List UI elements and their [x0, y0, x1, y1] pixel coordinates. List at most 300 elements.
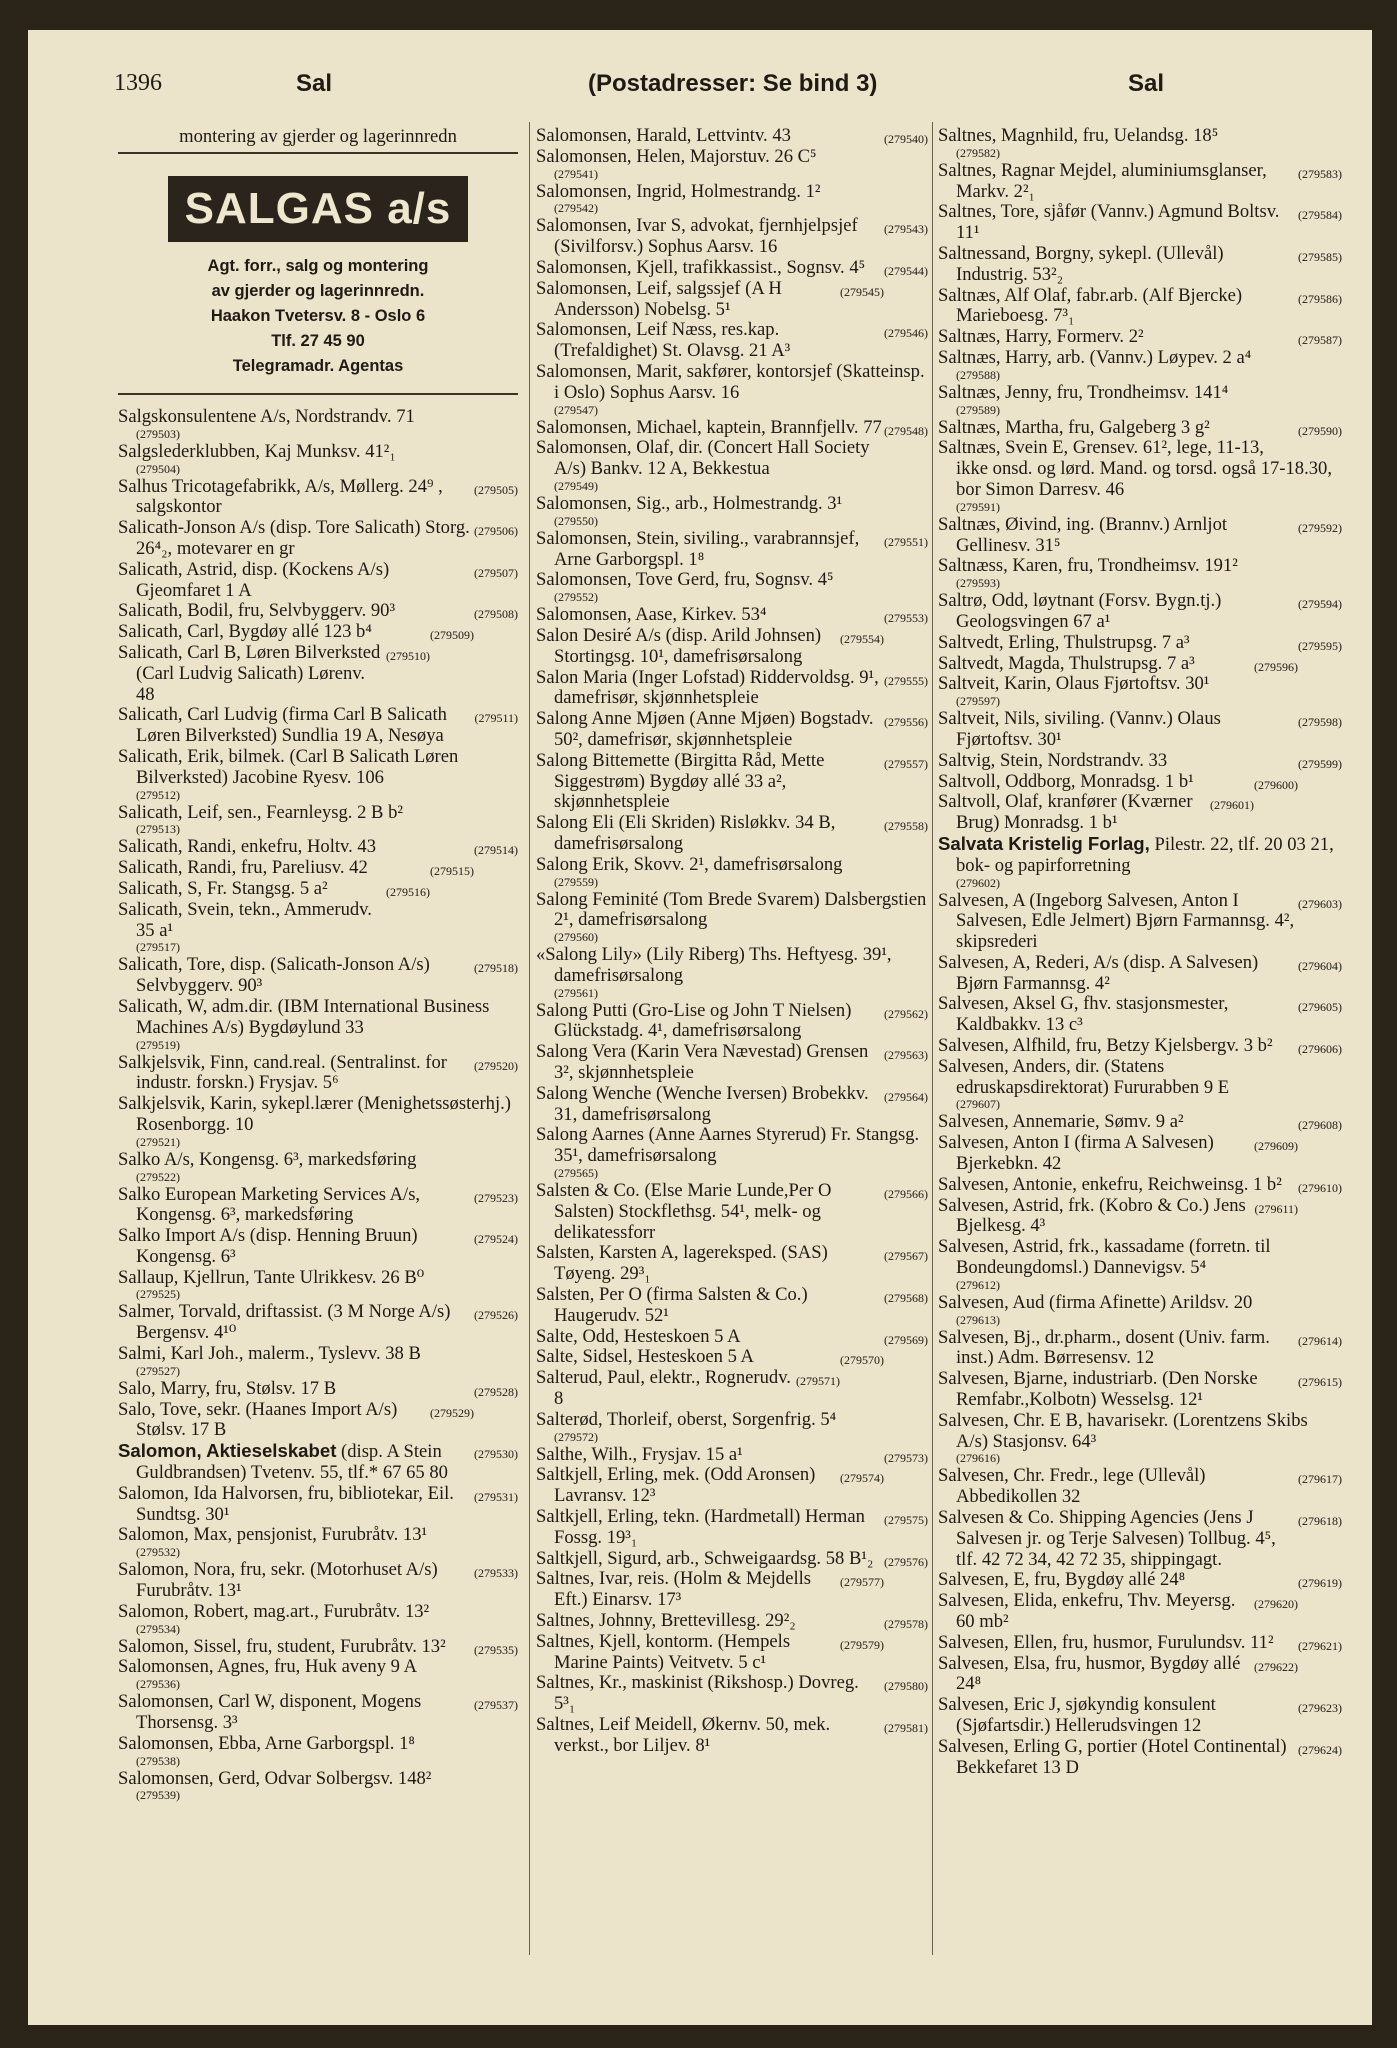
entry-code: (279505): [474, 482, 518, 497]
entry-text: Salgskonsulentene A/s, Nordstrandv. 71: [118, 406, 415, 427]
entry-text: Salte, Sidsel, Hesteskoen 5 A: [536, 1346, 754, 1368]
entry-text: Salomonsen, Harald, Lettvintv. 43: [536, 125, 791, 146]
directory-entry: [938, 709, 1342, 751]
entry-text: Salong Feminité (Tom Brede Svarem) Dalsbergstien 2¹, damefrisørsalong: [536, 888, 927, 931]
entry-code: (279560): [554, 930, 598, 945]
entry-text: Salong Putti (Gro-Lise og John T Nielsen) Glückstadg. 4¹, damefrisørsalong: [536, 999, 852, 1042]
directory-entry: [118, 1185, 518, 1227]
entry-text: Salvesen, Chr. Fredr., lege (Ullevål) Abbedikollen 32: [938, 1465, 1206, 1508]
entry-text: Salsten, Per O (firma Salsten & Co.) Haugerudv. 52¹: [536, 1284, 808, 1326]
directory-entry: [118, 622, 518, 643]
directory-entry: [118, 900, 518, 955]
directory-entry: [536, 126, 928, 147]
directory-entry: [536, 1507, 928, 1549]
directory-entry: [118, 1602, 518, 1636]
header-right-word: Sal: [1128, 70, 1165, 97]
entry-text: Saltnæs, Jenny, fru, Trondheimsv. 141⁴: [938, 381, 1229, 403]
entry-code: (279614): [1298, 1333, 1342, 1348]
entry-text: Salong Aarnes (Anne Aarnes Styrerud) Fr. Stangsg. 35¹, damefrisørsalong: [536, 1124, 920, 1167]
entry-code: (279513): [136, 822, 180, 837]
directory-entry: [938, 953, 1342, 995]
entry-code: (279566): [884, 1187, 928, 1202]
directory-entry: [536, 890, 928, 945]
directory-entry: [118, 803, 518, 837]
entry-code: (279573): [884, 1450, 928, 1465]
entry-text: Salomonsen, Carl W, disponent, Mogens Thorsensg. 3³: [118, 1691, 422, 1734]
entry-text: Salomonsen, Marit, sakfører, kontorsjef (Skatteinsp. i Oslo) Sophus Aarsv. 16: [536, 360, 925, 403]
entry-code: (279597): [956, 694, 1000, 709]
entry-code: (279541): [554, 166, 598, 181]
entry-code: (279611): [1254, 1201, 1298, 1216]
entry-code: (279604): [1298, 958, 1342, 973]
entry-text: Salthe, Wilh., Frysjav. 15 a¹: [536, 1443, 743, 1465]
entry-code: (279525): [136, 1287, 180, 1302]
entry-code: (279546): [884, 326, 928, 341]
entry-text: Salon Maria (Inger Lofstad) Riddervoldsg. 9¹, damefrisør, skjønnhetspleie: [536, 666, 879, 709]
entry-text: Salicath, Bodil, fru, Selvbyggerv. 90³: [118, 600, 396, 622]
entry-code: (279537): [474, 1698, 518, 1713]
ad-line: av gjerder og lagerinnredn.: [211, 282, 425, 300]
column-2: [536, 126, 928, 1757]
directory-entry: [938, 1654, 1342, 1696]
entry-text: Salicath, Tore, disp. (Salicath-Jonson A/s) Selvbyggerv. 90³: [118, 954, 430, 997]
entry-code: (279568): [884, 1291, 928, 1306]
entry-text: Salomon, Aktieselskabet: [118, 1440, 337, 1462]
entry-text: Salvesen, Bjarne, industriarb. (Den Norske Remfabr.,Kolbotn) Wesselsg. 12¹: [938, 1368, 1258, 1411]
entry-text: Saltkjell, Erling, tekn. (Hardmetall) Herman Fossg. 19³₁: [536, 1506, 865, 1548]
entry-code: (279554): [840, 631, 884, 646]
salgas-logo: SALGAS a/s: [168, 176, 468, 242]
entry-code: (279504): [136, 461, 180, 476]
directory-entry: [118, 955, 518, 997]
directory-entry: [118, 477, 518, 519]
entry-code: (279593): [956, 576, 1000, 591]
entry-text: Salsten & Co. (Else Marie Lunde,Per O Salsten) Stockflethsg. 54¹, melk- og delikatessforr: [536, 1180, 832, 1243]
directory-entry: [938, 126, 1342, 160]
entry-code: (279564): [884, 1089, 928, 1104]
entry-code: (279596): [1254, 659, 1298, 674]
entry-list: [118, 407, 518, 1802]
entry-code: (279551): [884, 534, 928, 549]
column-divider: [529, 122, 530, 1955]
directory-entry: [938, 1293, 1342, 1327]
entry-code: (279620): [1254, 1597, 1298, 1612]
entry-text: Saltkjell, Erling, mek. (Odd Aronsen) Lavransv. 12³: [536, 1464, 816, 1507]
directory-entry: [536, 1125, 928, 1180]
entry-code: (279508): [474, 607, 518, 622]
entry-code: (279617): [1298, 1472, 1342, 1487]
entry-code: (279590): [1298, 423, 1342, 438]
entry-code: (279558): [884, 819, 928, 834]
entry-text: Saltnæs, Alf Olaf, fabr.arb. (Alf Bjercke) Marieboesg. 7³₁: [938, 284, 1243, 327]
directory-entry: [938, 348, 1342, 382]
directory-entry: [118, 442, 518, 476]
entry-code: (279594): [1298, 597, 1342, 612]
entry-text: Saltvig, Stein, Nordstrandv. 33: [938, 749, 1168, 771]
entry-code: (279561): [554, 985, 598, 1000]
entry-text: Saltnæs, Svein E, Grensev. 61², lege, 11-13, ikke onsd. og lørd. Mand. og torsd. også 17-18.30, bor Simon Darresv. 46: [938, 437, 1332, 500]
directory-entry: [536, 418, 928, 439]
directory-entry: [536, 529, 928, 571]
directory-entry: [938, 556, 1342, 590]
directory-entry: [536, 1673, 928, 1715]
entry-text: Salo, Tove, sekr. (Haanes Import A/s) Stølsv. 17 B: [118, 1398, 398, 1441]
entry-text: Salvesen, Bj., dr.pharm., dosent (Univ. farm. inst.) Adm. Børresensv. 12: [938, 1326, 1270, 1369]
entry-code: (279552): [554, 590, 598, 605]
directory-entry: [118, 1226, 518, 1268]
entry-code: (279553): [884, 611, 928, 626]
directory-entry: [536, 1042, 928, 1084]
ad-divider: [118, 152, 518, 154]
entry-text: Salvesen, Astrid, frk. (Kobro & Co.) Jens Bjelkesg. 4³: [938, 1194, 1246, 1237]
entry-code: (279585): [1298, 249, 1342, 264]
entry-text: Saltveit, Nils, siviling. (Vannv.) Olaus Fjørtoftsv. 30¹: [938, 708, 1221, 750]
entry-text: Salvesen, Aud (firma Afinette) Arildsv. 20: [938, 1291, 1253, 1313]
entry-code: (279599): [1298, 756, 1342, 771]
directory-entry: [536, 605, 928, 626]
entry-text: Salomonsen, Ivar S, advokat, fjernhjelpsjef (Sivilforsv.) Sophus Aarsv. 16: [536, 215, 858, 258]
entry-text: Salko Import A/s (disp. Henning Bruun) Kongensg. 6³: [118, 1225, 418, 1267]
ad-line: Telegramadr. Agentas: [232, 357, 404, 375]
directory-entry: [938, 1112, 1342, 1133]
entry-code: (279598): [1298, 715, 1342, 730]
entry-text: Saltnæs, Harry, Formerv. 2²: [938, 326, 1144, 348]
entry-code: (279521): [136, 1134, 180, 1149]
entry-code: (279506): [474, 524, 518, 539]
entry-code: (279623): [1298, 1701, 1342, 1716]
entry-code: (279547): [554, 402, 598, 417]
entry-code: (279511): [474, 711, 518, 726]
entry-code: (279556): [884, 715, 928, 730]
directory-entry: [118, 1344, 518, 1378]
directory-entry: [118, 1657, 518, 1691]
directory-entry: [938, 674, 1342, 708]
directory-entry: [938, 654, 1342, 675]
entry-code: (279563): [884, 1048, 928, 1063]
entry-code: (279559): [554, 874, 598, 889]
directory-entry: [118, 1302, 518, 1344]
ad-divider: [118, 393, 518, 395]
entry-text: Salong Bittemette (Birgitta Råd, Mette Siggestrøm) Bygdøy allé 33 a², skjønnhetspleie: [536, 749, 825, 813]
entry-code: (279540): [884, 132, 928, 146]
entry-text: Saltnes, Johnny, Brettevillesg. 29²₂: [536, 1610, 796, 1631]
entry-text: Salong Wenche (Wenche Iversen) Brobekkv. 31, damefrisørsalong: [536, 1082, 869, 1125]
directory-entry: [536, 1243, 928, 1285]
directory-entry: [536, 182, 928, 216]
entry-code: (279555): [884, 673, 928, 688]
directory-entry: [938, 1508, 1342, 1570]
entry-code: (279503): [136, 426, 180, 441]
directory-entry: [938, 1175, 1342, 1196]
ad-line: Agt. forr., salg og montering: [207, 257, 429, 275]
directory-entry: [536, 1001, 928, 1043]
directory-entry: [118, 643, 518, 705]
directory-entry: [536, 494, 928, 528]
entry-text: Salomonsen, Gerd, Odvar Solbergsv. 148²: [118, 1767, 432, 1789]
entry-code: (279528): [474, 1384, 518, 1399]
entry-code: (279575): [884, 1513, 928, 1528]
directory-entry: [118, 997, 518, 1052]
entry-text: Saltvoll, Olaf, kranfører (Kværner Brug) Monradsg. 1 b¹: [938, 791, 1193, 834]
entry-text: Salomonsen, Leif Næss, res.kap. (Trefaldighet) St. Olavsg. 21 A³: [536, 319, 791, 362]
entry-code: (279530): [474, 1447, 518, 1462]
entry-text: Salvesen, Antonie, enkefru, Reichweinsg. 1 b²: [938, 1173, 1282, 1195]
entry-text: Saltvedt, Magda, Thulstrupsg. 7 a³: [938, 652, 1195, 674]
directory-entry: [938, 1695, 1342, 1737]
entry-text: Salicath-Jonson A/s (disp. Tore Salicath) Storg. 26⁴₂, motevarer en gr: [118, 517, 470, 559]
directory-entry: [536, 147, 928, 181]
entry-code: (279534): [136, 1621, 180, 1636]
entry-text: Salvesen, Alfhild, fru, Betzy Kjelsbergv. 3 b²: [938, 1035, 1273, 1057]
entry-code: (279605): [1298, 1000, 1342, 1015]
directory-entry: [536, 258, 928, 279]
entry-code: (279609): [1254, 1139, 1298, 1154]
entry-code: (279589): [956, 402, 1000, 417]
directory-entry: [938, 286, 1342, 328]
directory-entry: [536, 855, 928, 889]
directory-entry: [938, 792, 1342, 834]
directory-entry: [536, 1632, 928, 1674]
entry-code: (279548): [884, 423, 928, 438]
entry-text: Salicath, Astrid, disp. (Kockens A/s) Gjeomfaret 1 A: [118, 558, 390, 601]
entry-text: Salicath, Carl, Bygdøy allé 123 b⁴: [118, 621, 372, 643]
entry-code: (279600): [1254, 777, 1298, 792]
directory-entry: [536, 709, 928, 751]
directory-entry: [938, 1591, 1342, 1633]
entry-code: (279544): [884, 263, 928, 278]
entry-code: (279532): [136, 1545, 180, 1560]
entry-text: Saltnæs, Øivind, ing. (Brannv.) Arnljot Gellinesv. 31⁵: [938, 513, 1228, 556]
entry-text: Saltnessand, Borgny, sykepl. (Ullevål) Industrig. 53²₂: [938, 242, 1224, 285]
entry-code: (279507): [474, 565, 518, 580]
entry-text: Salvesen, Anton I (firma A Salvesen) Bjerkebkn. 42: [938, 1132, 1214, 1175]
entry-code: (279531): [474, 1489, 518, 1504]
salgas-ad: [118, 254, 518, 379]
entry-text: Salicath, Leif, sen., Fearnleysg. 2 B b²: [118, 801, 403, 823]
directory-entry: [536, 438, 928, 493]
directory-entry: [938, 244, 1342, 286]
entry-code: (279543): [884, 222, 928, 237]
directory-entry: [536, 570, 928, 604]
entry-code: (279527): [136, 1363, 180, 1378]
entry-code: (279567): [884, 1249, 928, 1264]
entry-text: Saltnæss, Karen, fru, Trondheimsv. 191²: [938, 555, 1238, 577]
entry-text: Salvata Kristelig Forlag,: [938, 832, 1150, 854]
ad-line: Haakon Tvetersv. 8 - Oslo 6: [210, 307, 426, 325]
entry-text: Salvesen, Anders, dir. (Statens edruskapsdirektorat) Fururabben 9 E: [938, 1055, 1230, 1098]
entry-code: (279538): [136, 1753, 180, 1768]
entry-text: Salte, Odd, Hesteskoen 5 A: [536, 1325, 741, 1347]
entry-code: (279578): [884, 1617, 928, 1631]
entry-code: (279512): [136, 787, 180, 802]
entry-code: (279584): [1298, 208, 1342, 223]
directory-entry: [536, 1368, 928, 1410]
directory-entry: [536, 626, 928, 668]
directory-entry: [536, 1549, 928, 1570]
directory-entry: [938, 418, 1342, 439]
entry-code: (279517): [136, 940, 180, 955]
entry-text: Salomonsen, Michael, kaptein, Brannfjellv. 77: [536, 416, 882, 438]
entry-text: Saltveit, Karin, Olaus Fjørtoftsv. 30¹: [938, 673, 1210, 695]
directory-entry: [536, 279, 928, 321]
entry-code: (279622): [1254, 1659, 1298, 1674]
entry-text: Salvesen, Elida, enkefru, Thv. Meyersg. 60 mb²: [938, 1590, 1236, 1632]
entry-code: (279514): [474, 843, 518, 858]
entry-text: Salvesen, Ellen, fru, husmor, Furulundsv. 11²: [938, 1631, 1274, 1653]
directory-entry: [536, 362, 928, 417]
entry-text: Saltvedt, Erling, Thulstrupsg. 7 a³: [938, 631, 1190, 653]
entry-text: Salvesen, Annemarie, Sømv. 9 a²: [938, 1111, 1184, 1133]
directory-entry: [938, 751, 1342, 772]
directory-entry: [118, 1637, 518, 1658]
entry-text: Salko European Marketing Services A/s, Kongensg. 6³, markedsføring: [118, 1183, 421, 1226]
entry-text: Salvesen, Astrid, frk., kassadame (forretn. til Bondeungdomsl.) Dannevigsv. 5⁴: [938, 1236, 1271, 1279]
directory-entry: [118, 1484, 518, 1526]
entry-code: (279529): [430, 1405, 474, 1420]
directory-entry: [938, 1196, 1342, 1238]
column-3: [938, 126, 1342, 1778]
directory-entry: [938, 202, 1342, 244]
entry-text: Salomonsen, Leif, salgssjef (A H Andersson) Nobelsg. 5¹: [536, 277, 782, 320]
entry-text: Salomonsen, Agnes, fru, Huk aveny 9 A: [118, 1656, 418, 1678]
entry-text: Salhus Tricotagefabrikk, A/s, Møllerg. 24⁹ , salgskontor: [118, 475, 443, 518]
entry-text: Saltnes, Kjell, kontorm. (Hempels Marine Paints) Veitvetv. 5 c¹: [536, 1630, 791, 1673]
entry-text: Salicath, Randi, fru, Pareliusv. 42: [118, 857, 368, 879]
directory-entry: [938, 515, 1342, 557]
ad-top-line: montering av gjerder og lagerinnredn: [179, 126, 457, 147]
entry-text: Salomonsen, Helen, Majorstuv. 26 C⁵: [536, 145, 817, 167]
directory-entry: [118, 1769, 518, 1803]
entry-text: Saltnes, Tore, sjåfør (Vannv.) Agmund Boltsv. 11¹: [938, 201, 1280, 244]
directory-entry: [118, 1053, 518, 1095]
entry-list: [536, 126, 928, 1757]
entry-text: Salko A/s, Kongensg. 6³, markedsføring: [118, 1148, 417, 1170]
directory-entry: [118, 518, 518, 560]
directory-entry: [536, 751, 928, 813]
directory-entry: [938, 1466, 1342, 1508]
entry-text: Salterud, Paul, elektr., Rognerudv. 8: [536, 1367, 791, 1410]
entry-text: Salong Anne Mjøen (Anne Mjøen) Bogstadv. 50², damefrisør, skjønnhetspleie: [536, 708, 874, 750]
ad-line: Tlf. 27 45 90: [271, 332, 365, 350]
entry-text: Salong Vera (Karin Vera Nævestad) Grensen 3², skjønnhetspleie: [536, 1041, 869, 1084]
entry-text: Salicath, S, Fr. Stangsg. 5 a²: [118, 877, 328, 899]
entry-code: (279576): [884, 1554, 928, 1569]
entry-text: Salomonsen, Ingrid, Holmestrandg. 1²: [536, 180, 821, 202]
entry-code: (279522): [136, 1169, 180, 1184]
entry-text: Salkjelsvik, Finn, cand.real. (Sentralinst. for industr. forskn.) Frysjav. 5⁶: [118, 1051, 447, 1094]
entry-text: Salvesen, E, fru, Bygdøy allé 24⁸: [938, 1569, 1186, 1591]
entry-text: Salvesen, Erling G, portier (Hotel Continental) Bekkefaret 13 D: [938, 1735, 1287, 1778]
entry-code: (279569): [884, 1332, 928, 1347]
directory-entry: [938, 161, 1342, 203]
entry-text: Salterød, Thorleif, oberst, Sorgenfrig. 5⁴: [536, 1408, 837, 1430]
directory-entry: [938, 1057, 1342, 1112]
entry-text: Salomonsen, Tove Gerd, fru, Sognsv. 4⁵: [536, 569, 834, 591]
entry-text: Salkjelsvik, Karin, sykepl.lærer (Menighetssøsterhj.) Rosenborgg. 10: [118, 1093, 511, 1135]
entry-text: Salsten, Karsten A, lagereksped. (SAS) Tøyeng. 29³₁: [536, 1242, 828, 1285]
directory-entry: [536, 1715, 928, 1757]
entry-text: Salvesen, Elsa, fru, husmor, Bygdøy allé 24⁸: [938, 1652, 1241, 1695]
directory-entry: [118, 1150, 518, 1184]
entry-code: (279591): [956, 499, 1000, 514]
entry-text: Saltnes, Ivar, reis. (Holm & Mejdells Eft.) Einarsv. 17³: [536, 1568, 812, 1611]
directory-entry: [938, 383, 1342, 417]
entry-text: Salomonsen, Aase, Kirkev. 53⁴: [536, 604, 767, 626]
directory-entry: [118, 407, 518, 441]
directory-entry: [536, 1181, 928, 1243]
directory-entry: [536, 1410, 928, 1444]
entry-text: Salicath, Carl Ludvig (firma Carl B Salicath Løren Bilverksted) Sundlia 19 A, Nesøya: [118, 704, 447, 747]
entry-code: (279535): [474, 1642, 518, 1657]
directory-entry: [536, 668, 928, 710]
entry-code: (279580): [884, 1679, 928, 1694]
entry-code: (279615): [1298, 1375, 1342, 1390]
entry-text: Salicath, Randi, enkefru, Holtv. 43: [118, 836, 377, 858]
entry-text-rest: (disp. A Stein Guldbrandsen) Tvetenv. 55, tlf.* 67 65 80: [136, 1441, 448, 1484]
entry-text: Salomonsen, Stein, siviling., varabrannsjef, Arne Garborgspl. 1⁸: [536, 527, 860, 570]
entry-text: Salicath, Carl B, Løren Bilverksted (Carl Ludvig Salicath) Lørenv. 48: [118, 641, 381, 705]
entry-code: (279549): [554, 478, 598, 493]
entry-text: Salicath, Svein, tekn., Ammerudv. 35 a¹: [118, 898, 372, 941]
directory-entry: [938, 438, 1342, 513]
entry-code: (279581): [884, 1720, 928, 1735]
entry-code: (279557): [884, 756, 928, 771]
entry-code: (279523): [474, 1190, 518, 1205]
directory-entry: [118, 1400, 518, 1442]
entry-code: (279602): [956, 875, 1000, 890]
directory-entry: [938, 1133, 1342, 1175]
entry-code: (279562): [884, 1006, 928, 1021]
entry-text: «Salong Lily» (Lily Riberg) Ths. Heftyesg. 39¹, damefrisørsalong: [536, 944, 892, 986]
directory-entry: [536, 1445, 928, 1466]
directory-entry: [536, 1465, 928, 1507]
entry-code: (279608): [1298, 1118, 1342, 1133]
directory-entry: [118, 1525, 518, 1559]
directory-entry: [118, 858, 518, 879]
directory-entry: [118, 1379, 518, 1400]
entry-text: Salomon, Sissel, fru, student, Furubråtv. 13²: [118, 1635, 446, 1657]
entry-text: Salon Desiré A/s (disp. Arild Johnsen) Stortingsg. 10¹, damefrisørsalong: [536, 624, 822, 667]
entry-text: Salicath, W, adm.dir. (IBM International Business Machines A/s) Bygdøylund 33: [118, 995, 490, 1038]
entry-text: Salvesen, Eric J, sjøkyndig konsulent (Sjøfartsdir.) Hellerudsvingen 12: [938, 1694, 1216, 1736]
entry-code: (279570): [840, 1353, 884, 1368]
directory-entry: [938, 1411, 1342, 1466]
header-left-word: Sal: [296, 70, 333, 97]
entry-text: Salvesen, Chr. E B, havarisekr. (Lorentzens Skibs A/s) Stasjonsv. 64³: [938, 1409, 1308, 1452]
directory-entry: [938, 994, 1342, 1036]
directory-entry: [118, 1441, 518, 1484]
directory-entry: [118, 560, 518, 602]
directory-entry: [938, 834, 1342, 890]
entry-text: Saltnes, Leif Meidell, Økernv. 50, mek. verkst., bor Liljev. 8¹: [536, 1713, 831, 1756]
directory-entry: [536, 320, 928, 362]
entry-text: Saltnes, Magnhild, fru, Uelandsg. 18⁵: [938, 125, 1219, 146]
directory-entry: [536, 216, 928, 258]
entry-text: Salmi, Karl Joh., malerm., Tyslevv. 38 B: [118, 1343, 421, 1365]
entry-code: (279542): [554, 201, 598, 216]
directory-entry: [938, 1036, 1342, 1057]
directory-entry: [118, 747, 518, 802]
entry-code: (279610): [1298, 1180, 1342, 1195]
entry-text: Salomonsen, Olaf, dir. (Concert Hall Society A/s) Bankv. 12 A, Bekkestua: [536, 437, 870, 480]
entry-code: (279510): [386, 648, 430, 663]
directory-entry: [536, 1084, 928, 1126]
directory-entry: [118, 1268, 518, 1302]
entry-text-rest: Pilestr. 22, tlf. 20 03 21, bok- og papirforretning: [956, 833, 1334, 876]
directory-entry: [118, 879, 518, 900]
entry-text: Saltkjell, Sigurd, arb., Schweigaardsg. 58 B¹₂: [536, 1547, 874, 1569]
entry-text: Saltvoll, Oddborg, Monradsg. 1 b¹: [938, 770, 1194, 792]
